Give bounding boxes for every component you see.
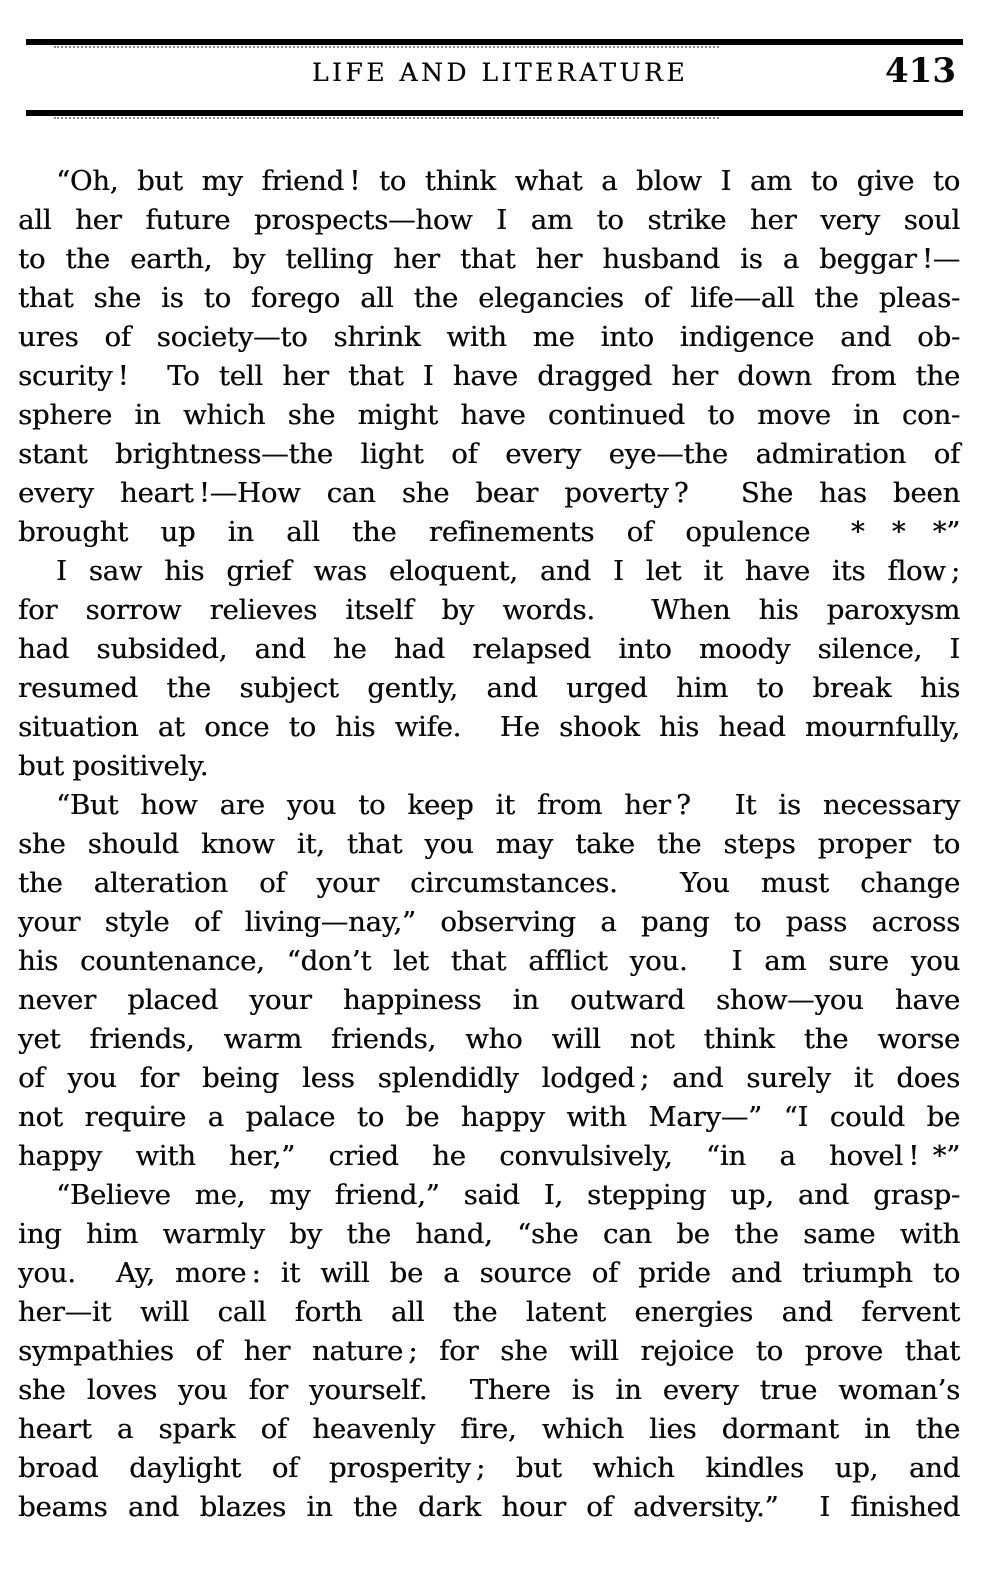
paragraph [18, 162, 960, 552]
running-title: LIFE AND LITERATURE [311, 58, 689, 87]
text-line: sphere in which she might have continued to move in con- [18, 399, 960, 431]
text-line: that she is to forego all the elegancies of life—all the pleas- [18, 282, 960, 314]
text-line: stant brightness—the light of every eye—the admiration of [18, 438, 960, 470]
text-line: situation at once to his wife. He shook his head mournfully, [18, 711, 960, 743]
text-line: ing him warmly by the hand, “she can be the same with [18, 1218, 960, 1250]
text-line: happy with her,” cried he convulsively, “in a hovel ! *” [18, 1140, 960, 1172]
text-line: your style of living—nay,” observing a pang to pass across [18, 906, 960, 938]
text-line: yet friends, warm friends, who will not think the worse [18, 1023, 960, 1055]
text-line: scurity ! To tell her that I have dragged her down from the [18, 360, 960, 392]
page-body [18, 150, 960, 1527]
text-line: all her future prospects—how I am to strike her very soul [18, 204, 960, 236]
text-line: sympathies of her nature ; for she will rejoice to prove that [18, 1335, 960, 1367]
text-line: had subsided, and he had relapsed into moody silence, I [18, 633, 960, 665]
text-line: brought up in all the refinements of opulence * * *” [18, 516, 960, 548]
paragraph [18, 786, 960, 1176]
bottom-rule [26, 110, 963, 116]
text-line: but positively. [18, 750, 209, 782]
text-line: her—it will call forth all the latent energies and fervent [18, 1296, 960, 1328]
text-line: every heart !—How can she bear poverty ? She has been [18, 477, 960, 509]
text-line: of you for being less splendidly lodged ; and surely it does [18, 1062, 960, 1094]
paragraph [18, 552, 960, 786]
text-line: heart a spark of heavenly fire, which lies dormant in the [18, 1413, 960, 1445]
text-line: never placed your happiness in outward show—you have [18, 984, 960, 1016]
page-number: 413 [885, 51, 956, 91]
running-head [0, 0, 1000, 160]
text-line: to the earth, by telling her that her husband is a beggar !— [18, 243, 960, 275]
text-line: resumed the subject gently, and urged him to break his [18, 672, 960, 704]
text-line: broad daylight of prosperity ; but which kindles up, and [18, 1452, 960, 1484]
text-line: “Oh, but my friend ! to think what a blow I am to give to [56, 165, 960, 197]
text-line: I saw his grief was eloquent, and I let it have its flow ; [56, 555, 960, 587]
paragraph [18, 1176, 960, 1527]
text-line: you. Ay, more : it will be a source of pride and triumph to [18, 1257, 960, 1289]
text-line: not require a palace to be happy with Mary—” “I could be [18, 1101, 960, 1133]
text-line: she loves you for yourself. There is in every true woman’s [18, 1374, 960, 1406]
text-line: his countenance, “don’t let that afflict you. I am sure you [18, 945, 960, 977]
top-rule [26, 39, 963, 45]
text-line: “But how are you to keep it from her ? It is necessary [56, 789, 960, 821]
text-line: beams and blazes in the dark hour of adversity.” I finished [18, 1491, 960, 1523]
text-line: “Believe me, my friend,” said I, stepping up, and grasp- [56, 1179, 960, 1211]
text-line: the alteration of your circumstances. You must change [18, 867, 960, 899]
text-line: for sorrow relieves itself by words. When his paroxysm [18, 594, 960, 626]
text-line: she should know it, that you may take the steps proper to [18, 828, 960, 860]
text-line: ures of society—to shrink with me into indigence and ob- [18, 321, 960, 353]
